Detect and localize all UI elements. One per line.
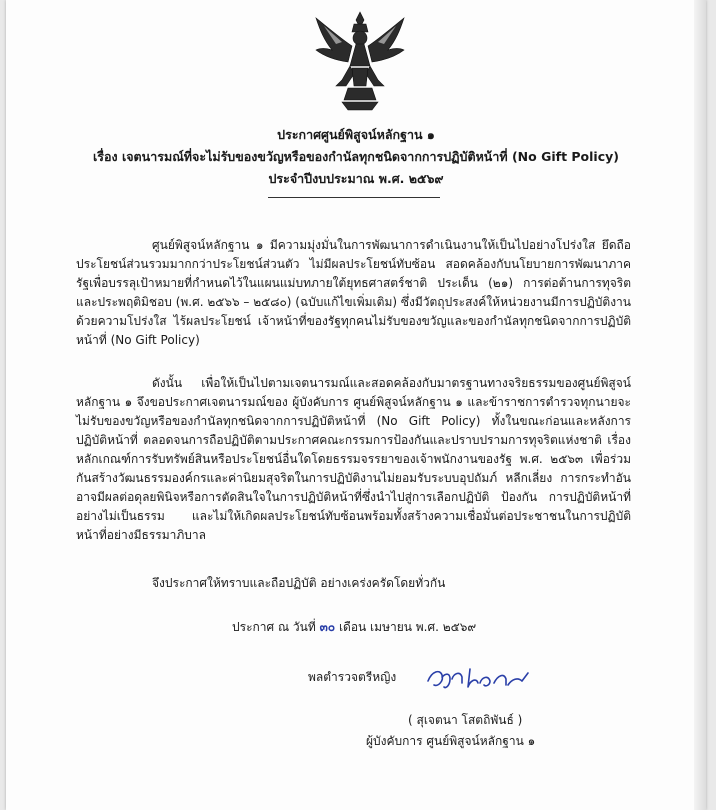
fiscal-year-line: ประจำปีงบประมาณ พ.ศ. ๒๕๖๙ [268,171,444,186]
page-edge-shadow [694,0,706,810]
date-prefix: ประกาศ ณ วันที่ [232,620,316,634]
body-section [76,236,631,350]
signer-name: ( สุเจตนา โสตถิพันธ์ ) [408,713,523,727]
body-section-2 [76,374,631,545]
date-suffix: เดือน เมษายน พ.ศ. ๒๕๖๙ [338,620,477,634]
garuda-emblem [312,8,408,112]
date-day-handwritten: ๓๐ [319,620,336,634]
paragraph-closing: จึงประกาศให้ทราบและถือปฏิบัติ อย่างเคร่งครัดโดยทั่วกัน [152,576,446,590]
paragraph-intent: ศูนย์พิสูจน์หลักฐาน ๑ มีความมุ่งมั่นในการพัฒนาการดำเนินงานให้เป็นไปอย่างโปร่งใส ยึดถือประโยชน์ส่วนรวมมากกว่าประโยชน์ส่วนตัว ไม่มีผลประโยชน์ทับซ้อน สอดคล้องกับนโยบายการพัฒนาภาครัฐเพื่อบรรลุเป้าหมายที่กำหนดไว้ในแผนแม่บทภายใต้ยุทธศาสตร์ชาติ ประเด็น (๒๑) การต่อต้านการทุจริตและประพฤติมิชอบ (พ.ศ. ๒๕๖๖ – ๒๕๘๐) (ฉบับแก้ไขเพิ่มเติม) ซึ่งมีวัตถุประสงค์ให้หน่วยงานมีการปฏิบัติงานด้วยความโปร่งใส ไร้ผลประโยชน์ เจ้าหน้าที่ของรัฐทุกคนไม่รับของขวัญและของกำนัลทุกชนิดจากการปฏิบัติหน้าที่ (No Gift Policy) [76,238,631,347]
date-line [232,618,476,637]
announcement-subject: เรื่อง เจตนารมณ์ที่จะไม่รับของขวัญหรือของกำนัลทุกชนิดจากการปฏิบัติหน้าที่ (No Gift Policy) [93,149,619,164]
title-divider [268,197,440,198]
paragraph-declaration: ดังนั้น เพื่อให้เป็นไปตามเจตนารมณ์และสอดคล้องกับมาตรฐานทางจริยธรรมของศูนย์พิสูจน์หลักฐาน ๑ จึงขอประกาศเจตนารมณ์ของ ผู้บังคับการ ศูนย์พิสูจน์หลักฐาน ๑ และข้าราชการตำรวจทุกนายจะไม่รับของขวัญหรือของกำนัลทุกชนิดจากการปฏิบัติหน้าที่ (No Gift Policy) ทั้งในขณะก่อนและหลังการปฏิบัติหน้าที่ ตลอดจนการถือปฏิบัติตามประกาศคณะกรรมการป้องกันและปราบปรามการทุจริตแห่งชาติ เรื่อง หลักเกณฑ์การรับทรัพย์สินหรือประโยชน์อื่นใดโดยธรรมจรรยาของเจ้าพนักงานของรัฐ พ.ศ. ๒๕๖๓ เพื่อร่วมกันสร้างวัฒนธรรมองค์กรและค่านิยมสุจริตในการปฏิบัติงานไม่ยอมรับระบบอุปถัมภ์ หลีกเลี่ยง การกระทำอันอาจมีผลต่อดุลยพินิจหรือการตัดสินใจในการปฏิบัติหน้าที่ซึ่งนำไปสู่การเลือกปฏิบัติ ป้องกัน การปฏิบัติหน้าที่อย่างไม่เป็นธรรม และไม่ให้เกิดผลประโยชน์ทับซ้อนพร้อมทั้งสร้างความเชื่อมั่นต่อประชาชนในการปฏิบัติหน้าที่อย่างมีธรรมาภิบาล [76,376,631,542]
signer-position: ผู้บังคับการ ศูนย์พิสูจน์หลักฐาน ๑ [366,734,536,748]
signer-rank: พลตำรวจตรีหญิง [308,670,397,684]
handwritten-signature [424,659,534,693]
announcement-title: ประกาศศูนย์พิสูจน์หลักฐาน ๑ [277,127,435,142]
document-page [6,0,706,810]
